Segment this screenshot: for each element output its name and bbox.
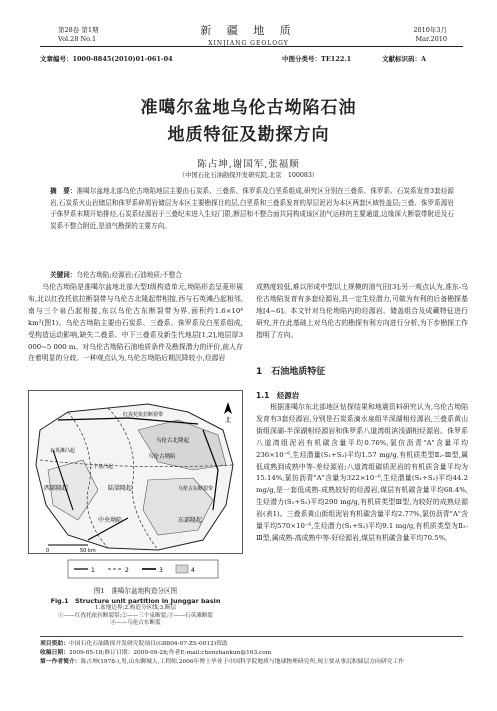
right-text-1: 成熟度较低,难以形成中型以上规模的油气田[3];另一观点认为,准东-乌伦古坳陷发育有多套烃源岩,具一定生烃潜力,可做为有利的后备勘探基地[4~6]。本文针对乌伦坳陷内的烃源岩、储盖组合及成藏特征进行研究,并在此基础上对乌伦古的勘探有利方向进行分析,为下步勘探工作指明了方向。 xyxy=(256,283,468,339)
right-text-2: 根据准噶尔东北部地区钻探结果和地震资料研究认为,乌伦古坳陷发育有3套烃源岩,分别是石炭系滴水泉组半深湖相烃源岩,三叠系黄山街组深湖-半深湖相烃源岩和侏罗系八道湾组滨浅湖相烃源岩。侏罗系八道湾组泥岩有机碳含量平均0.76%,氯仿沥青"A"含量平均236×10⁻⁶,生烃潜量(S₁+S₂)平均1.57 mg/g,有机质类型Ⅱ₂-Ⅲ型,属低成熟到成熟中等-差烃源岩;八道湾组碳质泥岩的有机质含量平均为15.14%,氯仿沥青"A"含量为322×10⁻⁶,生烃潜量(S₁+S₂)平均44.2 mg/g,是一套低成熟-成熟较好的烃源岩,煤层有机碳含量平均68.4%,生烃潜力(S₁+S₂)平均290 mg/g,有机质类型Ⅲ型,为较好的成熟烃源岩(表1)。三叠系黄山街组泥岩有机碳含量平均2.77%,氯仿沥青"A"含量平均570×10⁻⁶,生烃潜力(S₁+S₂)平均9.1 mg/g,有机质类型为Ⅱ₂-Ⅲ型,属成熟-高成熟中等-好烃源岩,煤层有机碳含量平均70.5%, xyxy=(256,403,468,542)
map-label-fault-1: 红孜托依拉断裂带 xyxy=(123,412,164,418)
footnote-author xyxy=(40,658,470,667)
abstract xyxy=(50,186,454,232)
north-label: 北 xyxy=(225,417,232,424)
title-line-2: 地质特征及勘探方向 xyxy=(167,125,330,145)
intro-text: 乌伦古坳陷是准噶尔盆地北部大型Ⅰ级构造单元,坳陷形态呈菱形展布,北以红孜托依拉断裂带与乌伦古北隆起带相接,西与石英滩凸起相邻,南与三个泉凸起相接,东以乌伦古东断裂带为界,面积约1.6×10⁴ km²(图1)。乌伦古坳陷主要由石炭系、三叠系、侏罗系及白垩系组成,受构造运动影响,缺失二叠系、中下三叠系及新生代地层[1,2],地层厚3 000~5 000 m。对乌伦古坳陷石油地质条件及勘探潜力的评价,前人存在着明显的分歧。一种观点认为,乌伦古坳陷后期沉降较小,烃源岩 xyxy=(28,283,243,363)
map-label-central: 中央坳陷 xyxy=(98,517,123,524)
map-label-north-uplift: 乌伦古北隆起 xyxy=(156,438,190,444)
footnotes xyxy=(40,640,470,667)
section-heading-1: 1 石油地质特征 xyxy=(256,367,326,377)
structure-map-figure xyxy=(28,390,243,582)
authors: 陈占坤,谢国军,张福顺 xyxy=(197,159,300,170)
article-number: 文章编号：1000-8845(2010)01-061-04 xyxy=(40,55,173,63)
footnote-dates xyxy=(40,649,470,658)
issue-en: Vol.28 No.1 xyxy=(58,35,97,43)
issue-date xyxy=(413,26,447,44)
keywords-text: 乌伦古坳陷;烃源岩;石油地质;不整合 xyxy=(76,271,182,279)
figure-notes xyxy=(28,605,243,628)
title-line-1: 准噶尔盆地乌伦古坳陷石油 xyxy=(140,98,357,118)
map-label-luliang: 陆梁隆起 xyxy=(108,485,133,492)
figure-note-3: ④——乌伦古东断裂 xyxy=(110,620,161,626)
intro-paragraph xyxy=(28,282,243,365)
dates-label: 收稿日期： xyxy=(40,650,69,656)
header-rule xyxy=(40,46,463,47)
document-code: 文献标识码：A xyxy=(382,55,427,63)
issue-cn: 第28卷 第1期 xyxy=(58,26,99,34)
funding-label: 项目资助： xyxy=(40,641,69,647)
keywords-label: 关键词： xyxy=(50,271,77,279)
legend-2: 2 xyxy=(125,567,129,574)
scale-zero: 0 xyxy=(46,548,50,554)
right-paragraph-1 xyxy=(256,282,468,342)
affiliation: （中国石化石油勘探开发研究院,北京 100083） xyxy=(178,172,319,179)
map-label-sangequan: 三个泉凸起 xyxy=(88,464,114,470)
abstract-label: 摘 要： xyxy=(50,187,77,195)
map-label-east-uplift: 东部隆起 xyxy=(178,517,203,524)
figure-caption-cn: 图1 准噶尔盆地构造分区图 xyxy=(93,587,178,595)
structure-map xyxy=(28,390,243,582)
date-en: Mar.2010 xyxy=(415,35,447,43)
keywords xyxy=(50,269,454,279)
dates-text: 2009-05-18;修订日期：2009-09-28;作者E-mail:chenzhankun@163.com xyxy=(69,650,272,656)
scale-max: 50 km xyxy=(80,548,96,554)
legend-1: 1 xyxy=(91,567,95,574)
journal-cn: 新 疆 地 质 xyxy=(200,24,297,37)
section-heading-1-1: 1.1 烃源岩 xyxy=(256,391,300,400)
legend-3: 3 xyxy=(159,567,163,574)
footnote-rule xyxy=(40,636,463,637)
map-label-east-fault: 乌伦古东断裂带 xyxy=(178,486,214,492)
right-paragraph-2 xyxy=(256,402,468,545)
date-cn: 2010年3月 xyxy=(413,26,447,34)
legend-4: 4 xyxy=(191,567,195,574)
clc-number: 中图分类号：TE122.1 xyxy=(282,55,352,63)
figure-caption-en: Fig.1 Structure unit partition in Junggar basin xyxy=(50,597,221,605)
map-label-depression: 乌伦古坳陷 xyxy=(148,454,176,460)
journal-en: XINJIANG GEOLOGY xyxy=(208,40,289,47)
author-label: 第一作者简介： xyxy=(40,659,81,665)
map-label-shiyingtan: 石英滩凸起 xyxy=(50,448,76,454)
map-legend xyxy=(68,560,218,578)
map-label-west-uplift: 西部隆起 xyxy=(44,485,69,492)
figure-note-1: 1.盆地边界;2.构造分区线;3.断层 xyxy=(94,605,177,611)
author-text: 陈占坤(1978-),男,山东聊城人,工程师,2006年博士毕业于中国科学院地质与地球物理研究所,现主要从事沉积储层方向研究工作 xyxy=(80,659,405,665)
funding-text: 中国石化石油勘探开发研究院项目(G8804-07-ZS-0012)资助 xyxy=(69,641,228,647)
abstract-text: 准噶尔盆地北部乌伦古坳陷地层主要由石炭系、三叠系、侏罗系及白垩系组成,研究区分别在三叠系、侏罗系、石炭系发育3套烃源岩,石炭系火山岩储层和侏罗系碎屑岩储层为本区主要勘探目的层,白垩系和三叠系发育的厚层泥岩为本区两套区域性盖层;三叠、侏罗系源岩于侏罗系末期开始排烃,石炭系烃源岩于三叠纪末进入生烃门限,断层和不整合面共同构成该区油气运移的主要通道,边缘深大断裂带附近及石炭系不整合附近,是油气勘探的主要方向。 xyxy=(50,187,454,230)
figure-note-2: ①——红孜托依拉断裂带;②——三个泉断裂;③——石英滩断裂 xyxy=(58,612,213,619)
footnote-funding xyxy=(40,640,470,649)
